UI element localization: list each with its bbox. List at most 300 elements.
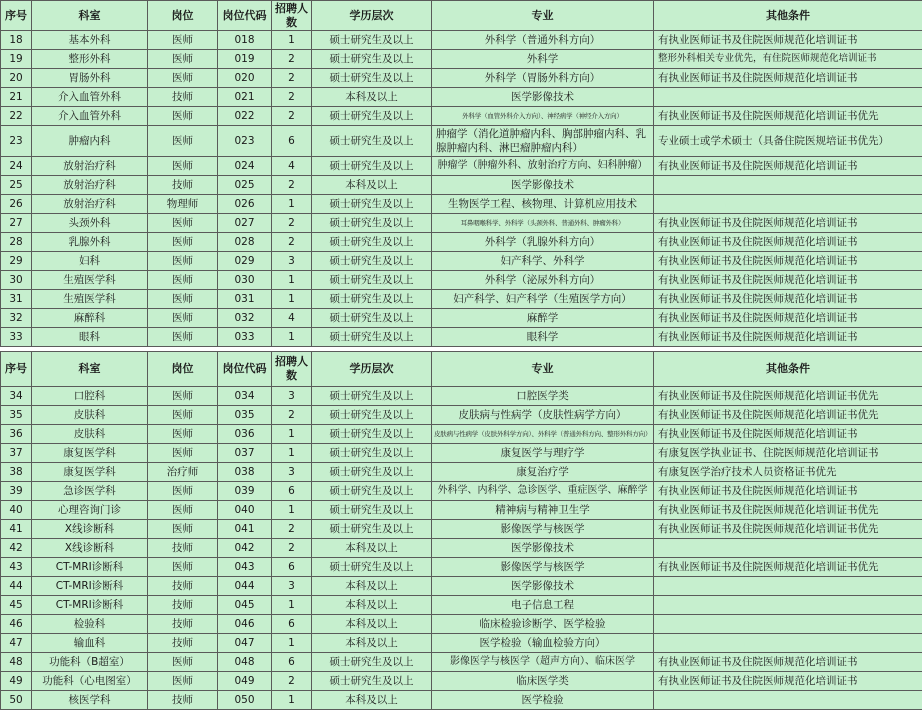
table-row — [1, 672, 922, 691]
cell-seq: 35 — [1, 406, 32, 425]
cell-major: 皮肤病与性病学（皮肤性病学方向） — [432, 406, 654, 425]
cell-dept: 功能科（心电图室） — [32, 672, 148, 691]
cell-major: 生物医学工程、核物理、计算机应用技术 — [432, 195, 654, 214]
cell-cond — [654, 195, 922, 214]
cell-cond: 有执业医师证书及住院医师规范化培训证书 — [654, 31, 922, 50]
cell-major: 影像医学与核医学 — [432, 520, 654, 539]
cell-major: 外科学、内科学、急诊医学、重症医学、麻醉学 — [432, 482, 654, 501]
cell-code: 043 — [218, 558, 272, 577]
cell-post: 医师 — [148, 233, 218, 252]
cell-edu: 硕士研究生及以上 — [312, 107, 432, 126]
cell-dept: 心理咨询门诊 — [32, 501, 148, 520]
header-major: 专业 — [432, 1, 654, 31]
cell-count: 6 — [272, 126, 312, 157]
cell-seq: 39 — [1, 482, 32, 501]
cell-code: 018 — [218, 31, 272, 50]
cell-major: 皮肤病与性病学（皮肤外科学方向）、外科学（普通外科方向、整形外科方向） — [432, 425, 654, 444]
cell-seq: 43 — [1, 558, 32, 577]
cell-post: 医师 — [148, 482, 218, 501]
cell-code: 046 — [218, 615, 272, 634]
table-row — [1, 126, 922, 157]
cell-count: 2 — [272, 88, 312, 107]
cell-cond: 有执业医师证书及住院医师规范化培训证书优先 — [654, 501, 922, 520]
cell-post: 医师 — [148, 558, 218, 577]
cell-cond: 有执业医师证书及住院医师规范化培训证书优先 — [654, 406, 922, 425]
cell-cond: 有执业医师证书及住院医师规范化培训证书优先 — [654, 520, 922, 539]
cell-dept: 康复医学科 — [32, 444, 148, 463]
cell-seq: 47 — [1, 634, 32, 653]
cell-edu: 硕士研究生及以上 — [312, 387, 432, 406]
table-row — [1, 596, 922, 615]
header2-cond: 其他条件 — [654, 352, 922, 387]
cell-count: 1 — [272, 31, 312, 50]
cell-count: 2 — [272, 214, 312, 233]
cell-code: 039 — [218, 482, 272, 501]
cell-edu: 本科及以上 — [312, 176, 432, 195]
cell-cond — [654, 615, 922, 634]
cell-count: 2 — [272, 520, 312, 539]
cell-major: 精神病与精神卫生学 — [432, 501, 654, 520]
cell-cond: 有执业医师证书及住院医师规范化培训证书 — [654, 69, 922, 88]
cell-code: 040 — [218, 501, 272, 520]
table-row — [1, 195, 922, 214]
cell-edu: 硕士研究生及以上 — [312, 290, 432, 309]
cell-edu: 硕士研究生及以上 — [312, 444, 432, 463]
cell-cond — [654, 176, 922, 195]
cell-dept: 输血科 — [32, 634, 148, 653]
cell-edu: 硕士研究生及以上 — [312, 328, 432, 347]
cell-post: 治疗师 — [148, 463, 218, 482]
cell-post: 技师 — [148, 577, 218, 596]
cell-count: 3 — [272, 463, 312, 482]
cell-code: 032 — [218, 309, 272, 328]
table-row — [1, 615, 922, 634]
cell-major: 医学影像技术 — [432, 539, 654, 558]
cell-count: 2 — [272, 69, 312, 88]
cell-post: 医师 — [148, 31, 218, 50]
cell-seq: 27 — [1, 214, 32, 233]
cell-code: 034 — [218, 387, 272, 406]
cell-seq: 36 — [1, 425, 32, 444]
cell-code: 022 — [218, 107, 272, 126]
cell-seq: 37 — [1, 444, 32, 463]
table-row — [1, 252, 922, 271]
table-row — [1, 157, 922, 176]
cell-code: 020 — [218, 69, 272, 88]
cell-edu: 硕士研究生及以上 — [312, 195, 432, 214]
cell-post: 医师 — [148, 252, 218, 271]
cell-cond: 有康复医学治疗技术人员资格证书优先 — [654, 463, 922, 482]
cell-dept: 康复医学科 — [32, 463, 148, 482]
cell-seq: 29 — [1, 252, 32, 271]
table-row — [1, 577, 922, 596]
cell-code: 028 — [218, 233, 272, 252]
cell-major: 外科学（普通外科方向） — [432, 31, 654, 50]
header-code: 岗位代码 — [218, 1, 272, 31]
cell-count: 4 — [272, 157, 312, 176]
cell-edu: 本科及以上 — [312, 691, 432, 710]
header-count: 招聘人数 — [272, 1, 312, 31]
cell-edu: 硕士研究生及以上 — [312, 558, 432, 577]
cell-cond: 有执业医师证书及住院医师规范化培训证书优先 — [654, 387, 922, 406]
cell-edu: 本科及以上 — [312, 88, 432, 107]
cell-seq: 50 — [1, 691, 32, 710]
cell-dept: CT-MRI诊断科 — [32, 558, 148, 577]
cell-count: 1 — [272, 444, 312, 463]
table-row — [1, 463, 922, 482]
cell-dept: 放射治疗科 — [32, 195, 148, 214]
header2-code: 岗位代码 — [218, 352, 272, 387]
table-row — [1, 520, 922, 539]
cell-dept: 肿瘤内科 — [32, 126, 148, 157]
cell-major: 医学影像技术 — [432, 176, 654, 195]
cell-dept: X线诊断科 — [32, 520, 148, 539]
table-row — [1, 387, 922, 406]
cell-code: 041 — [218, 520, 272, 539]
header-row-1 — [1, 1, 922, 31]
table-row — [1, 406, 922, 425]
cell-dept: 眼科 — [32, 328, 148, 347]
cell-seq: 38 — [1, 463, 32, 482]
cell-edu: 硕士研究生及以上 — [312, 672, 432, 691]
cell-cond: 有执业医师证书及住院医师规范化培训证书优先 — [654, 558, 922, 577]
cell-dept: 整形外科 — [32, 50, 148, 69]
cell-post: 医师 — [148, 387, 218, 406]
cell-code: 024 — [218, 157, 272, 176]
cell-edu: 硕士研究生及以上 — [312, 520, 432, 539]
cell-major: 口腔医学类 — [432, 387, 654, 406]
cell-edu: 硕士研究生及以上 — [312, 126, 432, 157]
cell-count: 4 — [272, 309, 312, 328]
cell-code: 033 — [218, 328, 272, 347]
cell-major: 眼科学 — [432, 328, 654, 347]
cell-cond: 有执业医师证书及住院医师规范化培训证书 — [654, 252, 922, 271]
cell-major: 外科学（血管外科介入方向）、神经病学（神经介入方向） — [432, 107, 654, 126]
cell-count: 2 — [272, 233, 312, 252]
header2-dept: 科室 — [32, 352, 148, 387]
cell-dept: 妇科 — [32, 252, 148, 271]
cell-major: 临床医学类 — [432, 672, 654, 691]
cell-count: 1 — [272, 271, 312, 290]
cell-code: 023 — [218, 126, 272, 157]
table-row — [1, 634, 922, 653]
table-row — [1, 271, 922, 290]
cell-count: 1 — [272, 596, 312, 615]
cell-edu: 硕士研究生及以上 — [312, 69, 432, 88]
table-row — [1, 539, 922, 558]
cell-dept: 功能科（B超室） — [32, 653, 148, 672]
cell-post: 医师 — [148, 520, 218, 539]
cell-dept: CT-MRI诊断科 — [32, 596, 148, 615]
cell-edu: 硕士研究生及以上 — [312, 463, 432, 482]
cell-seq: 18 — [1, 31, 32, 50]
cell-seq: 19 — [1, 50, 32, 69]
table-row — [1, 691, 922, 710]
cell-edu: 硕士研究生及以上 — [312, 425, 432, 444]
cell-major: 肿瘤学（肿瘤外科、放射治疗方向、妇科肿瘤） — [432, 157, 654, 176]
table-row — [1, 88, 922, 107]
cell-post: 技师 — [148, 176, 218, 195]
cell-cond: 有执业医师证书及住院医师规范化培训证书优先 — [654, 107, 922, 126]
cell-dept: X线诊断科 — [32, 539, 148, 558]
cell-count: 2 — [272, 406, 312, 425]
cell-major: 妇产科学、外科学 — [432, 252, 654, 271]
cell-post: 医师 — [148, 406, 218, 425]
cell-post: 医师 — [148, 126, 218, 157]
cell-post: 医师 — [148, 290, 218, 309]
cell-edu: 本科及以上 — [312, 539, 432, 558]
cell-count: 3 — [272, 252, 312, 271]
cell-dept: 生殖医学科 — [32, 271, 148, 290]
table-row — [1, 558, 922, 577]
cell-edu: 硕士研究生及以上 — [312, 157, 432, 176]
cell-cond — [654, 691, 922, 710]
cell-post: 医师 — [148, 271, 218, 290]
cell-major: 外科学（胃肠外科方向） — [432, 69, 654, 88]
cell-dept: 放射治疗科 — [32, 157, 148, 176]
cell-cond: 专业硕士或学术硕士（具备住院医规培证书优先） — [654, 126, 922, 157]
cell-dept: 核医学科 — [32, 691, 148, 710]
cell-count: 6 — [272, 653, 312, 672]
header2-count: 招聘人数 — [272, 352, 312, 387]
cell-cond — [654, 596, 922, 615]
cell-cond: 整形外科相关专业优先，有住院医师规范化培训证书 — [654, 50, 922, 69]
cell-edu: 本科及以上 — [312, 596, 432, 615]
cell-edu: 硕士研究生及以上 — [312, 309, 432, 328]
cell-post: 医师 — [148, 157, 218, 176]
cell-post: 技师 — [148, 88, 218, 107]
table-row — [1, 309, 922, 328]
cell-major: 电子信息工程 — [432, 596, 654, 615]
cell-major: 康复治疗学 — [432, 463, 654, 482]
table-row — [1, 107, 922, 126]
cell-post: 医师 — [148, 50, 218, 69]
header-cond: 其他条件 — [654, 1, 922, 31]
cell-dept: 皮肤科 — [32, 406, 148, 425]
cell-count: 2 — [272, 107, 312, 126]
cell-code: 050 — [218, 691, 272, 710]
cell-dept: 麻醉科 — [32, 309, 148, 328]
cell-seq: 32 — [1, 309, 32, 328]
cell-seq: 45 — [1, 596, 32, 615]
table-row — [1, 214, 922, 233]
cell-count: 3 — [272, 387, 312, 406]
cell-count: 1 — [272, 691, 312, 710]
cell-count: 6 — [272, 615, 312, 634]
cell-seq: 24 — [1, 157, 32, 176]
cell-count: 1 — [272, 634, 312, 653]
cell-edu: 硕士研究生及以上 — [312, 233, 432, 252]
cell-post: 技师 — [148, 539, 218, 558]
cell-count: 1 — [272, 290, 312, 309]
cell-cond: 有执业医师证书及住院医师规范化培训证书 — [654, 214, 922, 233]
cell-post: 医师 — [148, 501, 218, 520]
cell-seq: 20 — [1, 69, 32, 88]
cell-seq: 49 — [1, 672, 32, 691]
cell-major: 耳鼻咽喉科学、外科学（头颈外科、普通外科、肿瘤外科） — [432, 214, 654, 233]
cell-seq: 42 — [1, 539, 32, 558]
cell-major: 肿瘤学（消化道肿瘤内科、胸部肿瘤内科、乳腺肿瘤内科、淋巴瘤肿瘤内科） — [432, 126, 654, 157]
cell-count: 1 — [272, 328, 312, 347]
cell-edu: 硕士研究生及以上 — [312, 252, 432, 271]
cell-code: 049 — [218, 672, 272, 691]
cell-cond: 有执业医师证书及住院医师规范化培训证书 — [654, 328, 922, 347]
cell-dept: 介入血管外科 — [32, 88, 148, 107]
cell-code: 042 — [218, 539, 272, 558]
header2-edu: 学历层次 — [312, 352, 432, 387]
cell-dept: 检验科 — [32, 615, 148, 634]
cell-dept: 急诊医学科 — [32, 482, 148, 501]
cell-edu: 硕士研究生及以上 — [312, 501, 432, 520]
cell-post: 医师 — [148, 309, 218, 328]
cell-edu: 硕士研究生及以上 — [312, 50, 432, 69]
table-row — [1, 328, 922, 347]
cell-count: 6 — [272, 482, 312, 501]
table-row — [1, 290, 922, 309]
header-row-2 — [1, 352, 922, 387]
cell-count: 1 — [272, 425, 312, 444]
cell-major: 麻醉学 — [432, 309, 654, 328]
cell-major: 外科学（乳腺外科方向） — [432, 233, 654, 252]
cell-dept: 头颈外科 — [32, 214, 148, 233]
cell-seq: 26 — [1, 195, 32, 214]
cell-edu: 本科及以上 — [312, 634, 432, 653]
cell-seq: 44 — [1, 577, 32, 596]
header2-major: 专业 — [432, 352, 654, 387]
cell-count: 6 — [272, 558, 312, 577]
cell-cond: 有执业医师证书及住院医师规范化培训证书 — [654, 309, 922, 328]
cell-cond — [654, 88, 922, 107]
cell-cond: 有执业医师证书及住院医师规范化培训证书 — [654, 653, 922, 672]
cell-post: 医师 — [148, 328, 218, 347]
cell-count: 2 — [272, 50, 312, 69]
cell-edu: 本科及以上 — [312, 577, 432, 596]
cell-cond: 有执业医师证书及住院医师规范化培训证书 — [654, 672, 922, 691]
cell-cond: 有执业医师证书及住院医师规范化培训证书 — [654, 271, 922, 290]
cell-edu: 本科及以上 — [312, 615, 432, 634]
cell-cond: 有执业医师证书及住院医师规范化培训证书 — [654, 290, 922, 309]
cell-code: 027 — [218, 214, 272, 233]
table-row — [1, 50, 922, 69]
table-row — [1, 501, 922, 520]
cell-count: 2 — [272, 672, 312, 691]
cell-count: 3 — [272, 577, 312, 596]
cell-code: 038 — [218, 463, 272, 482]
table-row — [1, 233, 922, 252]
cell-code: 037 — [218, 444, 272, 463]
cell-code: 035 — [218, 406, 272, 425]
cell-major: 医学检验 — [432, 691, 654, 710]
header-seq: 序号 — [1, 1, 32, 31]
cell-cond — [654, 634, 922, 653]
cell-seq: 41 — [1, 520, 32, 539]
cell-cond — [654, 539, 922, 558]
table-row — [1, 444, 922, 463]
cell-code: 029 — [218, 252, 272, 271]
header-post: 岗位 — [148, 1, 218, 31]
cell-post: 医师 — [148, 672, 218, 691]
cell-major: 医学影像技术 — [432, 88, 654, 107]
cell-code: 044 — [218, 577, 272, 596]
cell-seq: 48 — [1, 653, 32, 672]
cell-count: 1 — [272, 195, 312, 214]
cell-major: 外科学（泌尿外科方向） — [432, 271, 654, 290]
cell-code: 048 — [218, 653, 272, 672]
cell-post: 物理师 — [148, 195, 218, 214]
cell-cond: 有执业医师证书及住院医师规范化培训证书 — [654, 482, 922, 501]
cell-code: 025 — [218, 176, 272, 195]
cell-edu: 硕士研究生及以上 — [312, 406, 432, 425]
cell-seq: 30 — [1, 271, 32, 290]
cell-seq: 21 — [1, 88, 32, 107]
cell-code: 036 — [218, 425, 272, 444]
cell-dept: 胃肠外科 — [32, 69, 148, 88]
cell-edu: 硕士研究生及以上 — [312, 482, 432, 501]
cell-code: 026 — [218, 195, 272, 214]
cell-code: 021 — [218, 88, 272, 107]
cell-code: 019 — [218, 50, 272, 69]
cell-major: 外科学 — [432, 50, 654, 69]
cell-seq: 31 — [1, 290, 32, 309]
cell-seq: 22 — [1, 107, 32, 126]
cell-major: 影像医学与核医学（超声方向）、临床医学 — [432, 653, 654, 672]
header2-seq: 序号 — [1, 352, 32, 387]
cell-dept: 放射治疗科 — [32, 176, 148, 195]
cell-post: 技师 — [148, 615, 218, 634]
header-edu: 学历层次 — [312, 1, 432, 31]
table-row — [1, 176, 922, 195]
cell-dept: 口腔科 — [32, 387, 148, 406]
header2-post: 岗位 — [148, 352, 218, 387]
cell-major: 临床检验诊断学、医学检验 — [432, 615, 654, 634]
table-row — [1, 482, 922, 501]
cell-code: 031 — [218, 290, 272, 309]
cell-count: 2 — [272, 539, 312, 558]
cell-dept: 介入血管外科 — [32, 107, 148, 126]
cell-cond: 有执业医师证书及住院医师规范化培训证书 — [654, 233, 922, 252]
cell-dept: 基本外科 — [32, 31, 148, 50]
table-row — [1, 69, 922, 88]
cell-cond: 有执业医师证书及住院医师规范化培训证书 — [654, 157, 922, 176]
cell-seq: 40 — [1, 501, 32, 520]
cell-major: 妇产科学、妇产科学（生殖医学方向） — [432, 290, 654, 309]
cell-post: 医师 — [148, 444, 218, 463]
cell-code: 030 — [218, 271, 272, 290]
cell-edu: 硕士研究生及以上 — [312, 214, 432, 233]
cell-cond: 有康复医学执业证书、住院医师规范化培训证书 — [654, 444, 922, 463]
cell-post: 医师 — [148, 214, 218, 233]
cell-cond — [654, 577, 922, 596]
cell-dept: 生殖医学科 — [32, 290, 148, 309]
cell-post: 技师 — [148, 596, 218, 615]
cell-cond: 有执业医师证书及住院医师规范化培训证书 — [654, 425, 922, 444]
cell-code: 047 — [218, 634, 272, 653]
cell-seq: 33 — [1, 328, 32, 347]
cell-edu: 硕士研究生及以上 — [312, 271, 432, 290]
cell-post: 医师 — [148, 107, 218, 126]
table-row — [1, 31, 922, 50]
cell-seq: 28 — [1, 233, 32, 252]
cell-major: 影像医学与核医学 — [432, 558, 654, 577]
cell-post: 医师 — [148, 653, 218, 672]
cell-major: 康复医学与理疗学 — [432, 444, 654, 463]
header-dept: 科室 — [32, 1, 148, 31]
cell-edu: 硕士研究生及以上 — [312, 31, 432, 50]
cell-edu: 硕士研究生及以上 — [312, 653, 432, 672]
table-row — [1, 425, 922, 444]
cell-major: 医学影像技术 — [432, 577, 654, 596]
cell-count: 2 — [272, 176, 312, 195]
